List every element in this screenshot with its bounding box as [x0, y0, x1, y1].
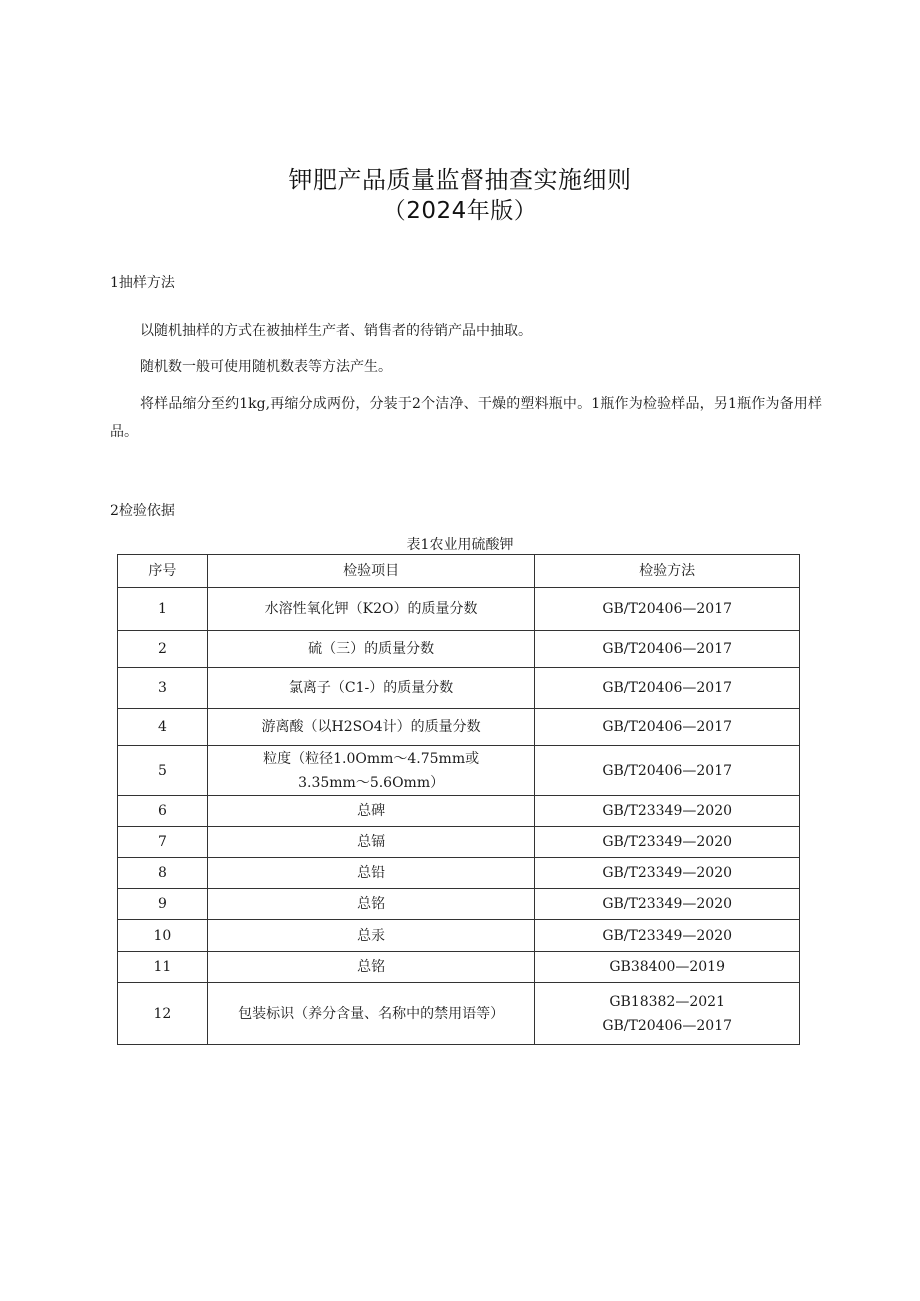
section-1-paragraph-2: 随机数一般可使用随机数表等方法产生。 — [140, 359, 392, 375]
table-row — [118, 858, 800, 889]
table-row — [118, 952, 800, 983]
row-method: GB/T23349—2020 — [535, 827, 800, 858]
table-row — [118, 746, 800, 796]
row-method — [535, 983, 800, 1045]
document-title: 钾肥产品质量监督抽查实施细则 — [288, 166, 632, 194]
header-serial: 序号 — [118, 555, 208, 588]
row-method: GB/T23349—2020 — [535, 889, 800, 920]
row-serial: 7 — [118, 827, 208, 858]
row-method: GB38400—2019 — [535, 952, 800, 983]
header-method: 检验方法 — [535, 555, 800, 588]
row-method: GB/T23349—2020 — [535, 920, 800, 952]
row-item: 总碑 — [207, 796, 534, 827]
table-header-row — [118, 555, 800, 588]
row-serial: 11 — [118, 952, 208, 983]
table-row — [118, 983, 800, 1045]
row-method: GB/T20406—2017 — [535, 709, 800, 746]
row-serial: 3 — [118, 668, 208, 709]
row-serial: 1 — [118, 588, 208, 631]
row-method-line-1: GB18382—2021 — [609, 993, 725, 1010]
document-edition: （2024年版） — [382, 198, 538, 224]
row-method-line-2: GB/T20406—2017 — [602, 1017, 733, 1034]
section-1-paragraph-1: 以随机抽样的方式在被抽样生产者、销售者的待销产品中抽取。 — [140, 323, 532, 339]
row-item: 总汞 — [207, 920, 534, 952]
row-method: GB/T20406—2017 — [535, 588, 800, 631]
row-item-line-1: 粒度（粒径1.0Omm～4.75mm或 — [263, 750, 480, 767]
row-item: 氯离子（C1-）的质量分数 — [207, 668, 534, 709]
row-serial: 5 — [118, 746, 208, 796]
inspection-table — [117, 554, 800, 1045]
row-serial: 4 — [118, 709, 208, 746]
section-1-heading: 1抽样方法 — [110, 275, 175, 291]
row-item: 硫（三）的质量分数 — [207, 631, 534, 668]
row-item: 总铭 — [207, 952, 534, 983]
row-item — [207, 746, 534, 796]
table-row — [118, 631, 800, 668]
row-serial: 10 — [118, 920, 208, 952]
table-row — [118, 827, 800, 858]
row-serial: 8 — [118, 858, 208, 889]
row-item: 总镉 — [207, 827, 534, 858]
row-item: 总铅 — [207, 858, 534, 889]
row-item: 游离酸（以H2SO4计）的质量分数 — [207, 709, 534, 746]
row-serial: 12 — [118, 983, 208, 1045]
row-method: GB/T23349—2020 — [535, 858, 800, 889]
header-item: 检验项目 — [207, 555, 534, 588]
table-row — [118, 668, 800, 709]
table-row — [118, 709, 800, 746]
row-method: GB/T20406—2017 — [535, 668, 800, 709]
section-1-paragraph-3: 将样品缩分至约1kg,再缩分成两份，分装于2个洁净、干燥的塑料瓶中。1瓶作为检验样品，另1瓶作为备用样品。 — [110, 396, 822, 440]
row-item: 包装标识（养分含量、名称中的禁用语等） — [207, 983, 534, 1045]
row-serial: 6 — [118, 796, 208, 827]
table-row — [118, 889, 800, 920]
table-row — [118, 796, 800, 827]
table-caption: 表1农业用硫酸钾 — [406, 537, 514, 553]
row-item: 水溶性氧化钾（K2O）的质量分数 — [207, 588, 534, 631]
row-method: GB/T23349—2020 — [535, 796, 800, 827]
table-row — [118, 588, 800, 631]
row-serial: 9 — [118, 889, 208, 920]
row-method: GB/T20406—2017 — [535, 746, 800, 796]
row-item-line-2: 3.35mm～5.6Omm） — [298, 774, 445, 791]
row-serial: 2 — [118, 631, 208, 668]
row-item: 总铭 — [207, 889, 534, 920]
table-row — [118, 920, 800, 952]
section-2-heading: 2检验依据 — [110, 503, 175, 519]
row-method: GB/T20406—2017 — [535, 631, 800, 668]
